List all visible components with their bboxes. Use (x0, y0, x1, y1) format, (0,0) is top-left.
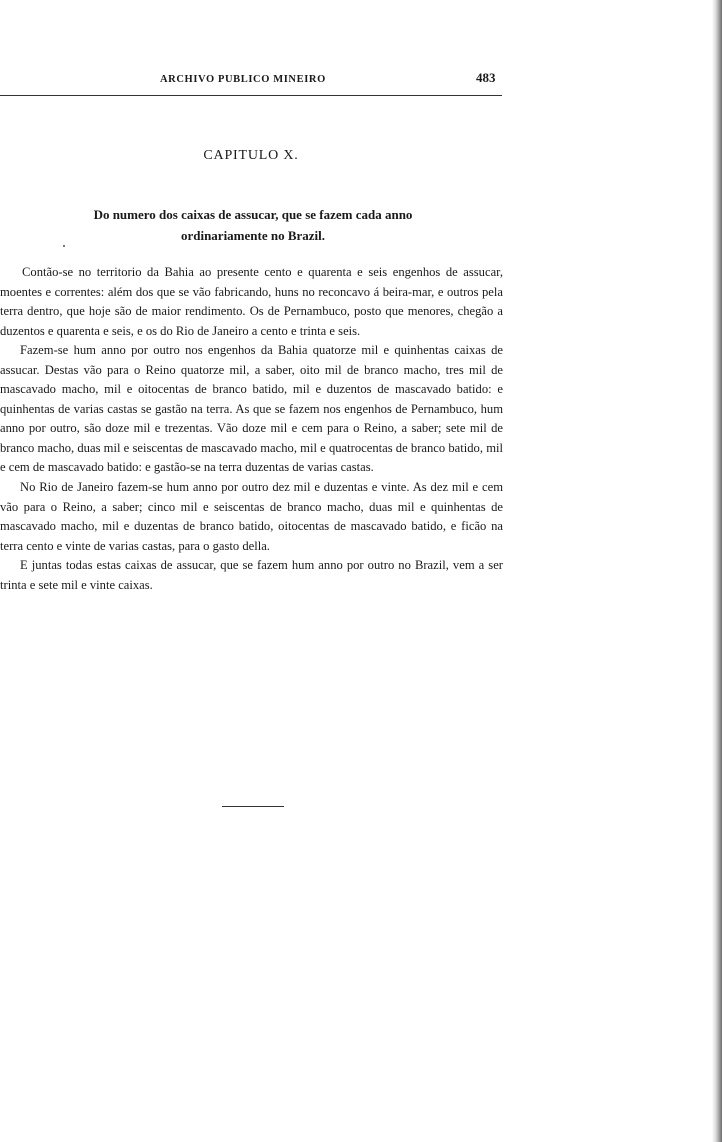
stray-mark (63, 245, 65, 247)
page-number: 483 (476, 70, 496, 85)
running-head (0, 70, 502, 94)
chapter-label: CAPITULO X. (203, 148, 299, 163)
paragraph-3: No Rio de Janeiro fazem-se hum anno por outro dez mil e duzentas e vinte. As dez mil e cem vão para o Reino, a saber; cinco mil e seiscentas de branco macho, duas mil e quinhentas de mascavado macho, mil e duzentas de branco batido, oitocentas de mascavado batido, e ficão na terra cento e vinte de varias castas, para o gasto della. (0, 480, 503, 553)
page-edge-shadow (712, 0, 722, 1142)
header-rule (0, 95, 502, 96)
chapter-title-line-1: Do numero dos caixas de assucar, que se fazem cada anno (93, 207, 413, 222)
end-rule (222, 806, 284, 807)
chapter-title (8, 204, 498, 246)
paragraph-4: E juntas todas estas caixas de assucar, que se fazem hum anno por outro no Brazil, vem a ser trinta e sete mil e vinte caixas. (0, 558, 503, 592)
paragraph-2: Fazem-se hum anno por outro nos engenhos da Bahia quatorze mil e quinhentas caixas de assucar. Destas vão para o Reino quatorze mil, a saber, oito mil de branco macho, tres mil de mascavado macho, mil e oitocentas de branco batido, mil e duzentos de mascavado batido: e quinhentas de varias castas se gastão na terra. As que se fazem nos engenhos de Pernambuco, hum anno por outro, são doze mil e trezentas. Vão doze mil e cem para o Reino, a saber; sete mil de branco macho, duas mil e seiscentas de mascavado macho, mil e quatrocentas de branco batido, mil e cem de mascavado batido: e gastão-se na terra duzentas de varias castas. (0, 343, 503, 475)
chapter-title-line-2: ordinariamente no Brazil. (180, 228, 326, 243)
paragraph-1: Contão-se no territorio da Bahia ao presente cento e quarenta e seis engenhos de assucar, moentes e correntes: além dos que se vão fabricando, huns no reconcavo á beira-mar, e outros pela terra dentro, que hoje são de maior rendimento. Os de Pernambuco, posto que menores, chegão a duzentos e quarenta e seis, e os do Rio de Janeiro a cento e trinta e seis. (0, 265, 503, 338)
journal-name: ARCHIVO PUBLICO MINEIRO (160, 74, 326, 85)
body-text (0, 263, 503, 595)
